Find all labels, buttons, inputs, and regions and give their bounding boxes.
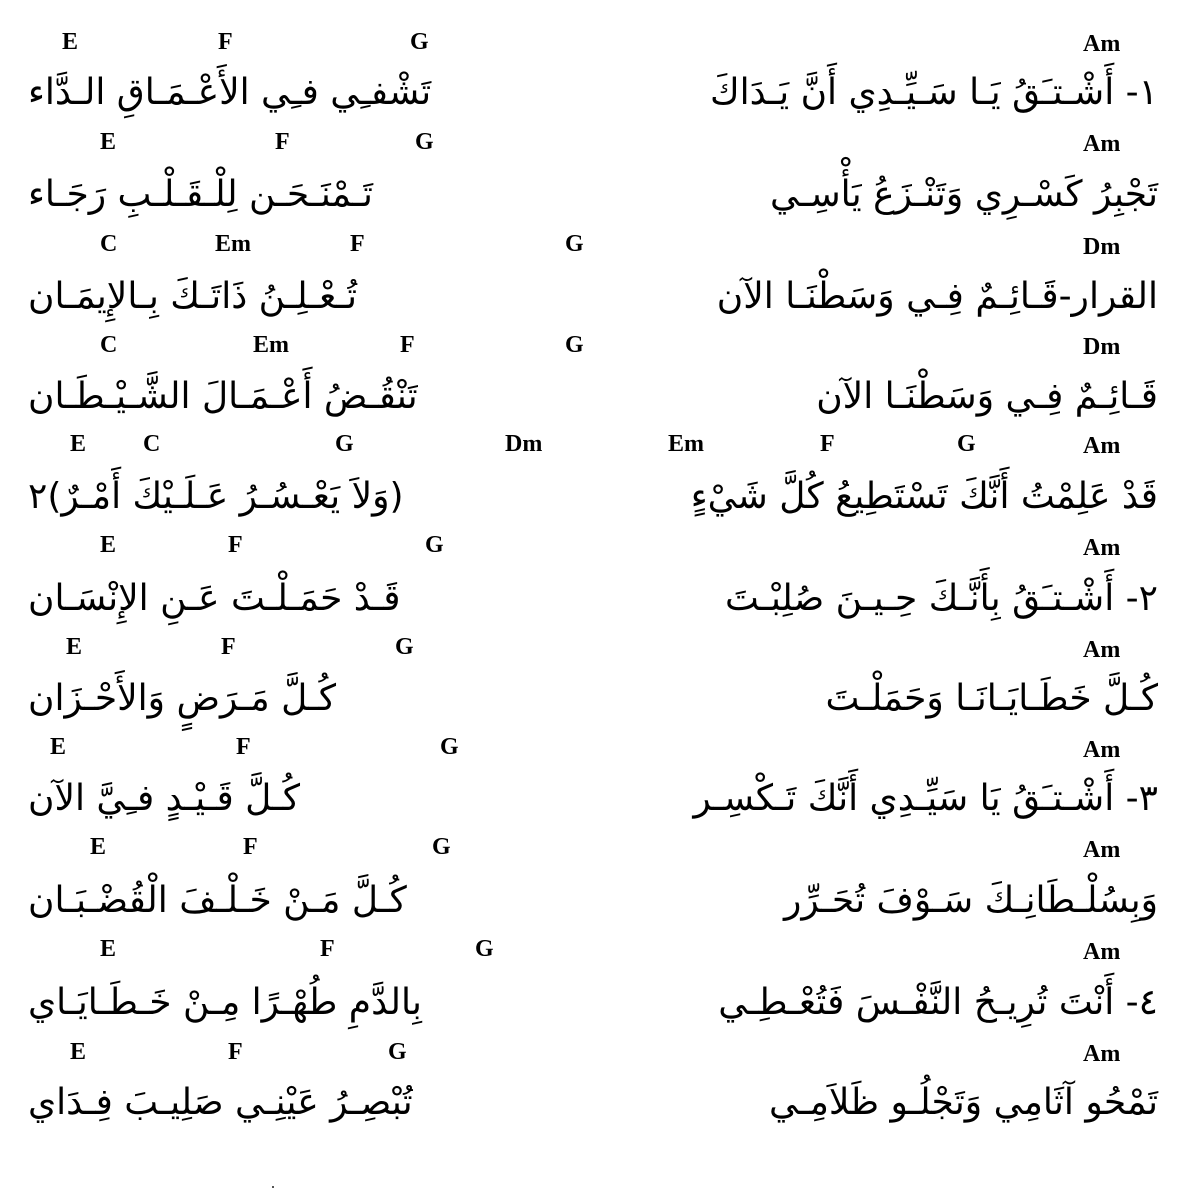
lyric-line-right: تَمْحُو آثَامِي وَتَجْلُـو ظَلاَمِـي	[769, 1082, 1158, 1123]
chord: F	[400, 332, 415, 358]
lyric-line-right: كُـلَّ خَطَـايَـانَـا وَحَمَلْـتَ	[825, 678, 1158, 719]
chord: Dm	[1083, 234, 1121, 260]
chord: Em	[253, 332, 289, 358]
chord: G	[410, 29, 429, 55]
chord: Dm	[505, 431, 543, 457]
lyric-line-right: تَجْبِرُ كَسْـرِي وَتَنْـزَعُ يَأْسِـي	[769, 174, 1158, 215]
chord: E	[100, 129, 117, 155]
chord: Am	[1083, 1041, 1121, 1067]
chord: G	[388, 1039, 407, 1065]
chord: G	[425, 532, 444, 558]
chord: Am	[1083, 131, 1121, 157]
chord: E	[62, 29, 79, 55]
chord: G	[565, 231, 584, 257]
chord: E	[66, 634, 83, 660]
chord: Am	[1083, 433, 1121, 459]
lyric-line-right: ١- أَشْـتـَقُ يَـا سَـيِّـدِي أَنَّ يَـدَاكَ	[709, 72, 1158, 113]
lyric-line-left: كُـلَّ مَـنْ خَـلْـفَ الْقُضْـبَـان	[28, 880, 407, 921]
chord: E	[90, 834, 107, 860]
lyric-line-left: تَنْقُـضُ أَعْـمَـالَ الشَّـيْـطَـان	[28, 376, 418, 417]
chord: Am	[1083, 837, 1121, 863]
lyric-line-right: ٤- أَنْتَ تُرِيـحُ النَّفْـسَ فَتُعْـطِـي	[718, 982, 1158, 1023]
chord: E	[70, 1039, 87, 1065]
chord: F	[820, 431, 835, 457]
lyric-line-left: بِالدَّمِ طُهْـرًا مِـنْ خَـطَـايَـاي	[28, 982, 422, 1023]
lyric-line-left: تَـمْنَـحَـن لِلْـقَـلْـبِ رَجَـاء	[28, 174, 373, 215]
chord: F	[275, 129, 290, 155]
chord: G	[475, 936, 494, 962]
chord: Am	[1083, 637, 1121, 663]
chord: E	[100, 532, 117, 558]
chord: C	[100, 231, 118, 257]
lyric-line-right: قَدْ عَلِمْتُ أَنَّكَ تَسْتَطِيعُ كُلَّ شَيْءٍ	[690, 476, 1158, 517]
chord: C	[143, 431, 161, 457]
chord: G	[432, 834, 451, 860]
lyric-line-left: قَـدْ حَمَـلْـتَ عَـنِ الإِنْسَـان	[28, 578, 401, 619]
chord: Am	[1083, 535, 1121, 561]
chord: F	[350, 231, 365, 257]
chord: G	[565, 332, 584, 358]
chord: G	[440, 734, 459, 760]
lyric-line-right: ٣- أَشْـتـَقُ يَا سَيِّـدِي أَنَّكَ تَـكْسِـر	[693, 778, 1158, 819]
chord: F	[243, 834, 258, 860]
chord: Am	[1083, 737, 1121, 763]
lyric-line-right: قَـائِـمٌ فِـي وَسَطْنَـا الآن	[816, 376, 1158, 417]
lyric-line-right: وَبِسُلْـطَانِـكَ سَـوْفَ تُحَـرِّر	[784, 880, 1158, 921]
lyric-line-left: كُـلَّ مَـرَضٍ وَالأَحْـزَان	[28, 678, 337, 719]
lyric-line-right: ٢- أَشْـتـَقُ بِأَنَّـكَ حِـيـنَ صُلِبْـتَ	[724, 578, 1158, 619]
stray-mark	[272, 1186, 274, 1188]
chord: F	[221, 634, 236, 660]
chord: F	[218, 29, 233, 55]
chord: G	[415, 129, 434, 155]
lyric-line-left: كُـلَّ قَـيْـدٍ فـِيَّ الآن	[28, 778, 301, 819]
chord: E	[50, 734, 67, 760]
chord: Em	[215, 231, 251, 257]
lyric-line-right: القرار-قَـائِـمٌ فِـي وَسَطْنَـا الآن	[716, 276, 1158, 317]
chord: Am	[1083, 31, 1121, 57]
chord: F	[228, 532, 243, 558]
chord: G	[335, 431, 354, 457]
chord: F	[320, 936, 335, 962]
chord: F	[236, 734, 251, 760]
lyric-line-left: تُـعْـلِـنُ ذَاتَـكَ بِـالإِيمَـان	[28, 276, 358, 317]
chord: G	[395, 634, 414, 660]
chord: Dm	[1083, 334, 1121, 360]
chord: E	[70, 431, 87, 457]
chord: Em	[668, 431, 704, 457]
chord: E	[100, 936, 117, 962]
chord: C	[100, 332, 118, 358]
chord: G	[957, 431, 976, 457]
lyric-line-left: تُبْصِـرُ عَيْنِـي صَلِيـبَ فِـدَاي	[28, 1082, 413, 1123]
chord: Am	[1083, 939, 1121, 965]
lyric-line-left: تَشْفـِي فـِي الأَعْـمَـاقِ الـدَّاء	[28, 72, 432, 113]
chord: F	[228, 1039, 243, 1065]
lyric-line-left: (وَلاَ يَعْـسُـرُ عَـلَـيْكَ أَمْـرٌ)٢	[28, 476, 404, 517]
